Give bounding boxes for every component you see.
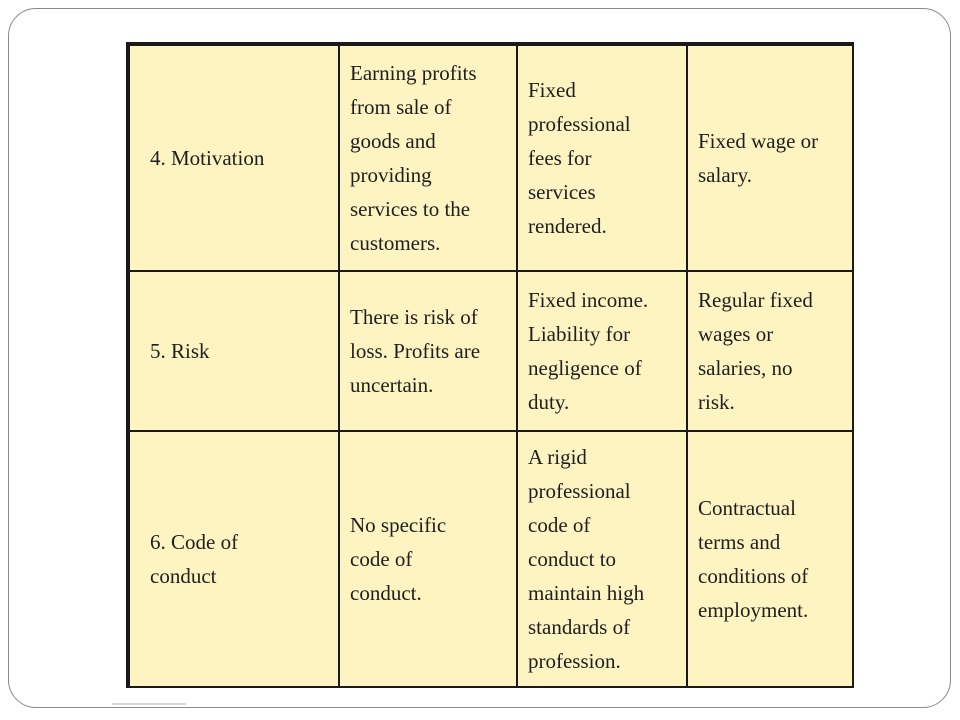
comparison-table-border xyxy=(126,42,854,688)
profession-cell-motivation: Fixed professional fees for services rendered. xyxy=(517,45,687,271)
employment-cell-motivation: Fixed wage or salary. xyxy=(687,45,853,271)
business-cell-risk: There is risk of loss. Profits are uncertain. xyxy=(339,271,517,431)
aspect-cell-motivation: 4. Motivation xyxy=(129,45,339,271)
employment-cell-code-of-conduct: Contractual terms and conditions of employment. xyxy=(687,431,853,687)
business-cell-code-of-conduct: No specific code of conduct. xyxy=(339,431,517,687)
footer-divider xyxy=(112,703,186,705)
aspect-cell-risk: 5. Risk xyxy=(129,271,339,431)
table-row-risk xyxy=(129,271,853,431)
business-cell-motivation: Earning profits from sale of goods and providing services to the customers. xyxy=(339,45,517,271)
table-row-code-of-conduct xyxy=(129,431,853,687)
aspect-cell-code-of-conduct: 6. Code of conduct xyxy=(129,431,339,687)
profession-cell-code-of-conduct: A rigid professional code of conduct to maintain high standards of profession. xyxy=(517,431,687,687)
profession-cell-risk: Fixed income. Liability for negligence of duty. xyxy=(517,271,687,431)
comparison-table xyxy=(128,44,854,688)
table-row-motivation xyxy=(129,45,853,271)
employment-cell-risk: Regular fixed wages or salaries, no risk. xyxy=(687,271,853,431)
